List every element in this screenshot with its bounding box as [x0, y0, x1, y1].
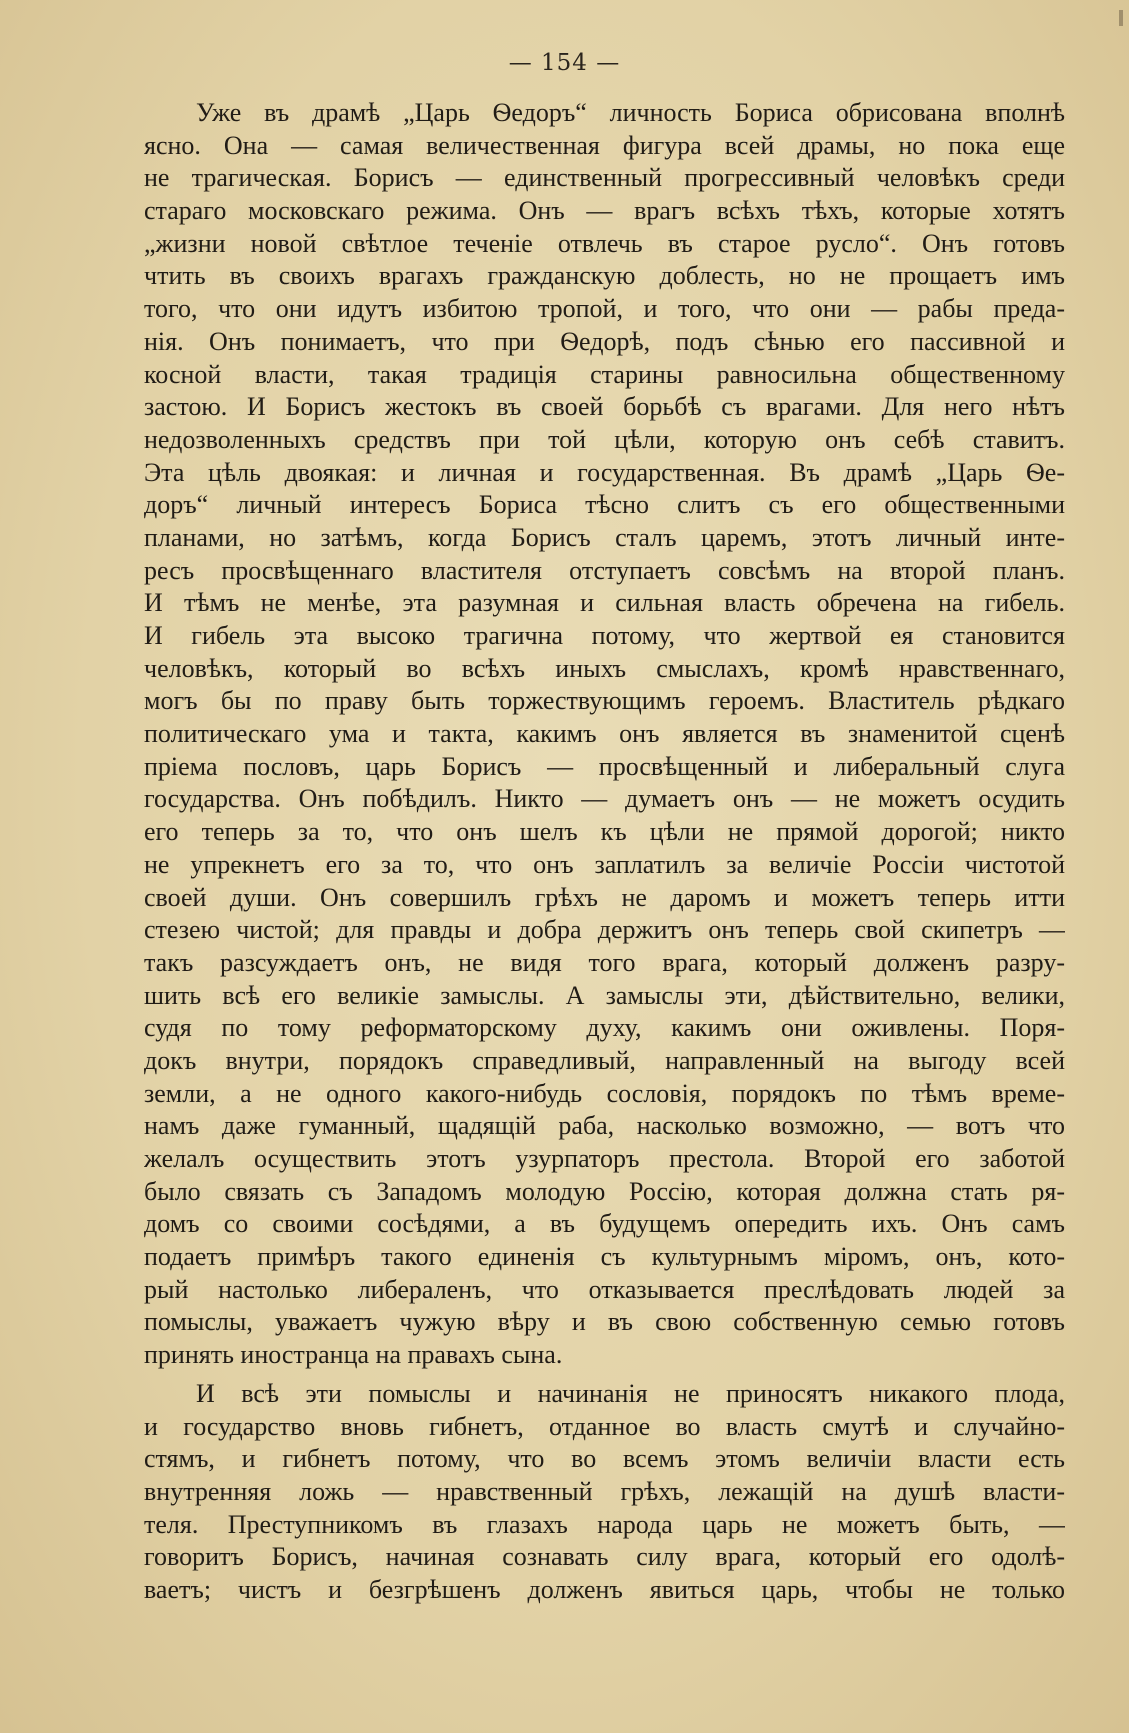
text-line: помыслы, уважаетъ чужую вѣру и въ свою собственную семью готовъ — [144, 1307, 1065, 1337]
text-line: И всѣ эти помыслы и начинанія не приносятъ никакого плода, — [196, 1378, 1065, 1408]
paragraph-1 — [144, 97, 1065, 1372]
text-line: „жизни новой свѣтлое теченіе отвлечь въ старое русло“. Онъ готовъ — [144, 228, 1065, 258]
text-line: такъ разсуждаетъ онъ, не видя того врага, который долженъ разру- — [144, 947, 1065, 977]
text-line: желалъ осуществить этотъ узурпаторъ престола. Второй его заботой — [144, 1144, 1065, 1173]
text-line: и государство вновь гибнетъ, отданное во власть смутѣ и случайно- — [144, 1411, 1065, 1441]
text-line: нія. Онъ понимаетъ, что при Ѳедорѣ, подъ сѣнью его пассивной и — [144, 326, 1065, 356]
text-line: шить всѣ его великіе замыслы. А замыслы эти, дѣйствительно, велики, — [144, 980, 1065, 1010]
text-line: ваетъ; чистъ и безгрѣшенъ долженъ явиться царь, чтобы не только — [144, 1574, 1065, 1604]
text-line: рый настолько либераленъ, что отказывается преслѣдовать людей за — [144, 1274, 1065, 1304]
text-line: намъ даже гуманный, щадящій раба, насколько возможно, — вотъ что — [144, 1111, 1065, 1141]
text-line: человѣкъ, который во всѣхъ иныхъ смыслахъ, кромѣ нравственнаго, — [144, 653, 1065, 683]
text-line: доръ“ личный интересъ Бориса тѣсно слитъ съ его общественными — [144, 490, 1065, 520]
text-line: своей души. Онъ совершилъ грѣхъ не даромъ и можетъ теперь итти — [144, 882, 1065, 912]
text-line: теля. Преступникомъ въ глазахъ народа царь не можетъ быть, — — [144, 1509, 1065, 1539]
text-line: косной власти, такая традиція старины равносильна общественному — [144, 359, 1065, 389]
text-line: И тѣмъ не менѣе, эта разумная и сильная власть обречена на гибель. — [144, 588, 1065, 618]
text-line: стямъ, и гибнетъ потому, что во всемъ этомъ величіи власти есть — [144, 1444, 1065, 1474]
text-line: чтить въ своихъ врагахъ гражданскую доблесть, но не прощаетъ имъ — [144, 261, 1065, 291]
text-line: домъ со своими сосѣдями, а въ будущемъ опередить ихъ. Онъ самъ — [144, 1209, 1065, 1239]
text-line: земли, а не одного какого-нибудь сословія, порядокъ по тѣмъ време- — [144, 1078, 1065, 1108]
text-line: его теперь за то, что онъ шелъ къ цѣли не прямой дорогой; никто — [144, 817, 1065, 847]
text-line: принять иностранца на правахъ сына. — [144, 1340, 563, 1370]
text-line: не трагическая. Борисъ — единственный прогрессивный человѣкъ среди — [144, 163, 1065, 193]
text-line: судя по тому реформаторскому духу, какимъ они оживлены. Поря- — [144, 1013, 1065, 1043]
page-edge-mark — [1119, 10, 1123, 26]
text-line: ясно. Она — самая величественная фигура всей драмы, но пока еще — [144, 130, 1065, 160]
text-line: внутренняя ложь — нравственный грѣхъ, лежащій на душѣ власти- — [144, 1476, 1065, 1506]
text-line: говоритъ Борисъ, начиная сознавать силу врага, который его одолѣ- — [144, 1542, 1065, 1572]
text-line: государства. Онъ побѣдилъ. Никто — думаетъ онъ — не можетъ осудить — [144, 784, 1065, 814]
text-line: подаетъ примѣръ такого единенія съ культурнымъ міромъ, онъ, кото- — [144, 1242, 1065, 1272]
text-line: политическаго ума и такта, какимъ онъ является въ знаменитой сценѣ — [144, 719, 1065, 749]
text-line: Эта цѣль двоякая: и личная и государственная. Въ драмѣ „Царь Ѳе- — [144, 457, 1065, 487]
body-text — [144, 97, 1065, 1607]
text-line: застою. И Борисъ жестокъ въ своей борьбѣ съ врагами. Для него нѣтъ — [144, 392, 1065, 422]
text-line: того, что они идутъ избитою тропой, и того, что они — рабы преда- — [144, 294, 1065, 324]
text-line: не упрекнетъ его за то, что онъ заплатилъ за величіе Россіи чистотой — [144, 849, 1065, 879]
text-line: докъ внутри, порядокъ справедливый, направленный на выгоду всей — [144, 1045, 1065, 1075]
text-line: стезею чистой; для правды и добра держитъ онъ теперь свой скипетръ — — [144, 915, 1065, 945]
text-line: ресъ просвѣщеннаго властителя отступаетъ совсѣмъ на второй планъ. — [144, 555, 1065, 585]
text-line: было связать съ Западомъ молодую Россію, которая должна стать ря- — [144, 1176, 1065, 1206]
text-line: планами, но затѣмъ, когда Борисъ сталъ царемъ, этотъ личный инте- — [144, 522, 1065, 552]
text-line: стараго московскаго режима. Онъ — врагъ всѣхъ тѣхъ, которые хотятъ — [144, 196, 1065, 226]
text-line: пріема пословъ, царь Борисъ — просвѣщенный и либеральный слуга — [144, 751, 1065, 781]
text-line: Уже въ драмѣ „Царь Ѳедоръ“ личность Бориса обрисована вполнѣ — [196, 98, 1065, 127]
paragraph-2 — [144, 1378, 1065, 1607]
text-line: И гибель эта высоко трагична потому, что жертвой ея становится — [144, 621, 1065, 650]
text-line: могъ бы по праву быть торжествующимъ героемъ. Властитель рѣдкаго — [144, 686, 1065, 716]
page-number: — 154 — — [508, 50, 621, 76]
text-line: недозволенныхъ средствъ при той цѣли, которую онъ себѣ ставитъ. — [144, 424, 1065, 454]
